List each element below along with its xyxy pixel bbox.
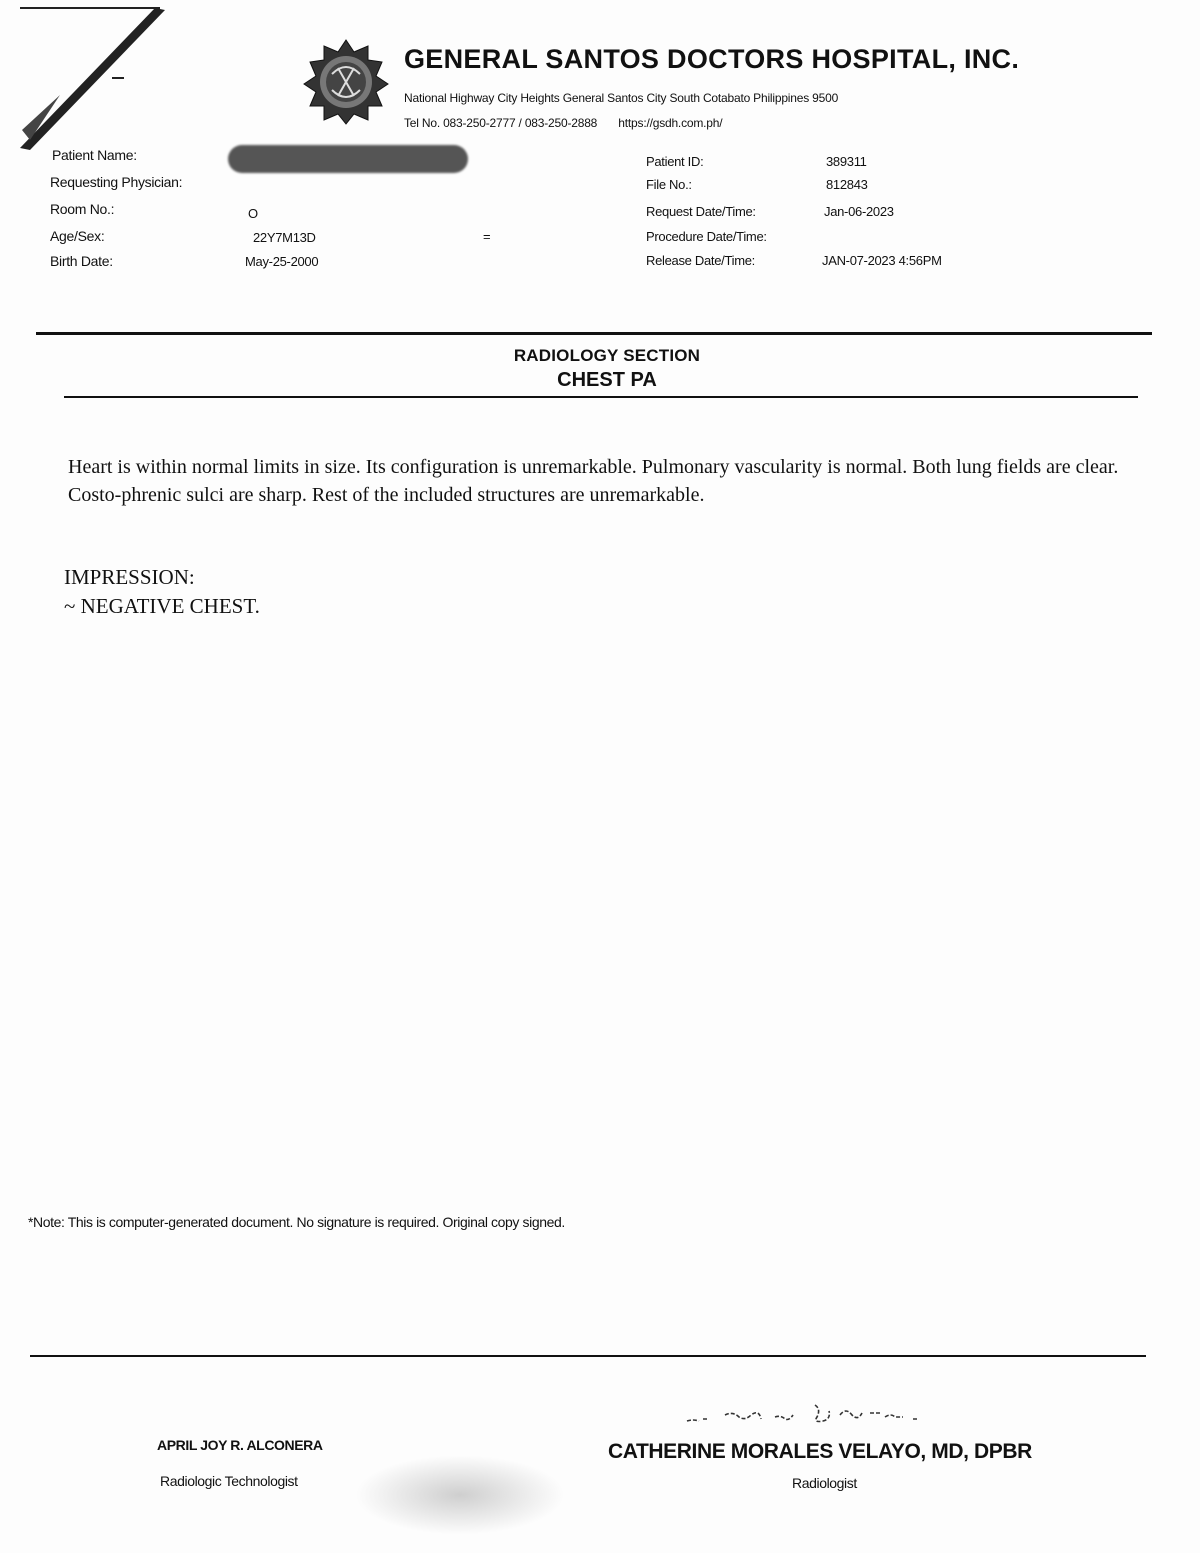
file-no-label: File No.: bbox=[646, 177, 692, 192]
hospital-address: National Highway City Heights General Santos City South Cotabato Philippines 9500 bbox=[404, 91, 839, 105]
request-date-value: Jan-06-2023 bbox=[824, 204, 894, 219]
radiologist-role: Radiologist bbox=[792, 1475, 857, 1491]
age-sex-value: 22Y7M13D bbox=[253, 230, 316, 245]
impression-heading: IMPRESSION: bbox=[64, 565, 195, 589]
scan-corner-mark bbox=[0, 0, 170, 160]
section-title: RADIOLOGY SECTION bbox=[513, 346, 701, 365]
age-sex-label: Age/Sex: bbox=[50, 228, 105, 244]
procedure-date-label: Procedure Date/Time: bbox=[646, 229, 767, 244]
birth-date-value: May-25-2000 bbox=[245, 254, 319, 269]
birth-date-label: Birth Date: bbox=[50, 253, 113, 269]
technologist-role: Radiologic Technologist bbox=[160, 1473, 298, 1489]
requesting-physician-label: Requesting Physician: bbox=[50, 174, 183, 190]
impression-text: ~ NEGATIVE CHEST. bbox=[64, 594, 260, 618]
radiologist-signature bbox=[685, 1395, 945, 1431]
sex-value: = bbox=[483, 229, 491, 244]
footer-divider bbox=[30, 1355, 1146, 1357]
release-date-value: JAN-07-2023 4:56PM bbox=[822, 253, 942, 268]
room-value: O bbox=[248, 206, 258, 221]
hospital-website: https://gsdh.com.ph/ bbox=[618, 116, 723, 130]
redacted-patient-name bbox=[228, 145, 468, 173]
request-date-label: Request Date/Time: bbox=[646, 204, 756, 219]
room-label: Room No.: bbox=[50, 201, 115, 217]
hospital-name: GENERAL SANTOS DOCTORS HOSPITAL, INC. bbox=[404, 44, 1020, 74]
file-no-value: 812843 bbox=[826, 177, 868, 192]
radiologist-name: CATHERINE MORALES VELAYO, MD, DPBR bbox=[608, 1440, 1032, 1463]
release-date-label: Release Date/Time: bbox=[646, 253, 755, 268]
technologist-name: APRIL JOY R. ALCONERA bbox=[157, 1437, 323, 1453]
hospital-contact bbox=[404, 116, 740, 130]
exam-title: CHEST PA bbox=[557, 369, 657, 391]
header-divider bbox=[36, 332, 1152, 335]
hospital-tel: Tel No. 083-250-2777 / 083-250-2888 bbox=[404, 116, 598, 130]
patient-id-label: Patient ID: bbox=[646, 154, 704, 169]
findings-text: Heart is within normal limits in size. Its configuration is unremarkable. Pulmonary vascularity is normal. Both lung fields are clear. Costo-phrenic sulci are sharp. Rest of the included structures are unremarkable. bbox=[68, 456, 1119, 506]
scan-smudge bbox=[355, 1455, 565, 1535]
patient-name-label: Patient Name: bbox=[52, 147, 137, 163]
hospital-logo-icon bbox=[302, 38, 390, 126]
title-divider bbox=[64, 396, 1138, 398]
computer-generated-note: *Note: This is computer-generated document. No signature is required. Original copy signed. bbox=[28, 1214, 565, 1230]
patient-id-value: 389311 bbox=[826, 154, 867, 169]
